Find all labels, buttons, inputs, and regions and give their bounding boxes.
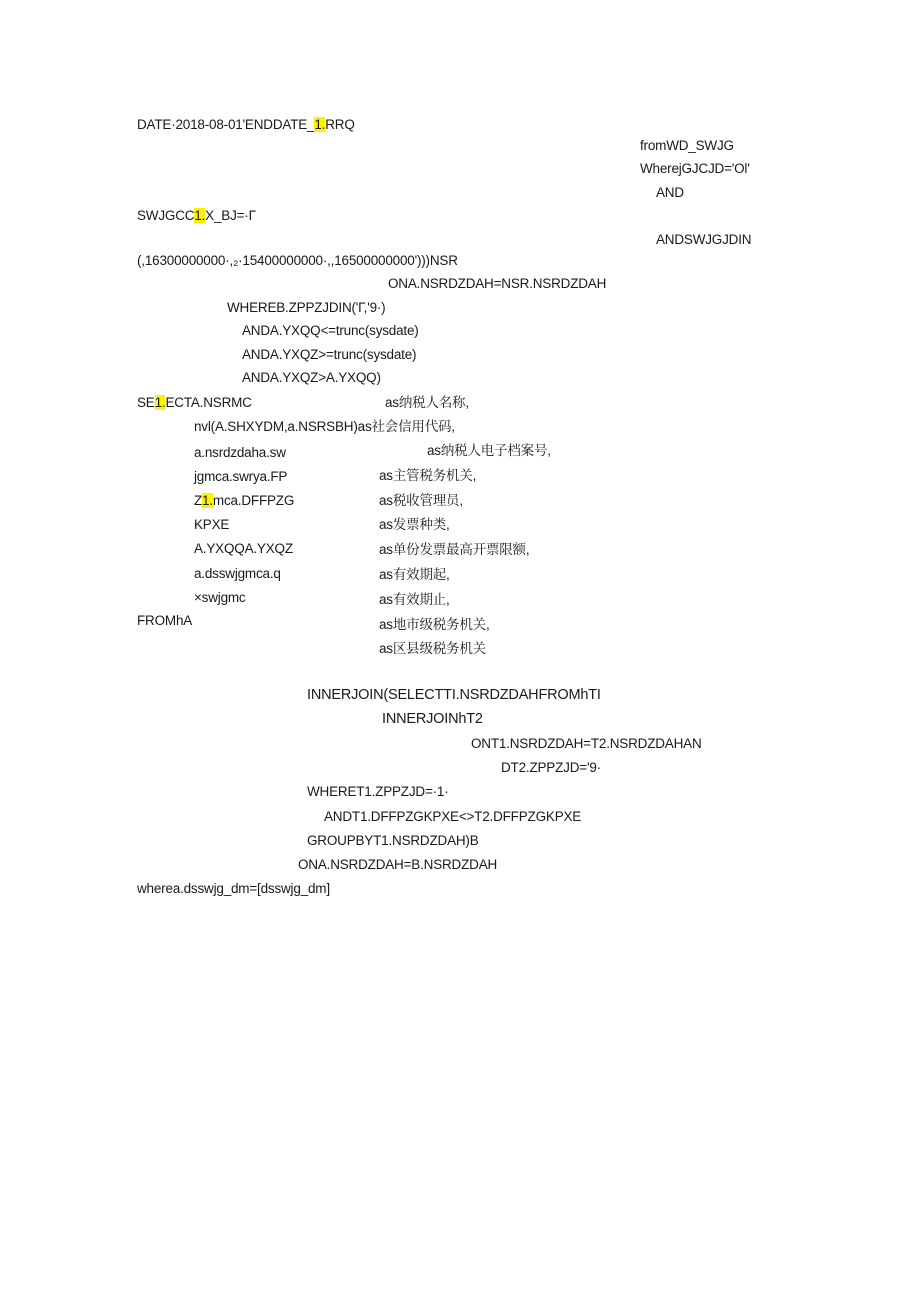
line-swjgcc: SWJGCC1.X_BJ=·Г bbox=[137, 208, 256, 223]
alias-city-authority: as地市级税务机关, bbox=[379, 617, 490, 632]
line-on-b: ONA.NSRDZDAH=B.NSRDZDAH bbox=[298, 857, 498, 872]
alias-valid-from: as有效期起, bbox=[379, 567, 450, 582]
line-on-nsr: ONA.NSRDZDAH=NSR.NSRDZDAH bbox=[388, 276, 607, 291]
line-yxqq-yxqz: A.YXQQA.YXQZ bbox=[194, 541, 293, 556]
line-dffpzg: Z1.mca.DFFPZG bbox=[194, 493, 295, 508]
line-where-t1: WHERET1.ZPPZJD=·1· bbox=[307, 784, 449, 799]
line-nvl-credit-code: nvl(A.SHXYDM,a.NSRSBH)as社会信用代码, bbox=[194, 419, 455, 434]
line-where-dsswjg: wherea.dsswjg_dm=[dsswjg_dm] bbox=[137, 881, 330, 896]
line-from-wd-swjg: fromWD_SWJG bbox=[640, 138, 734, 153]
line-jgmc: jgmca.swrya.FP bbox=[194, 469, 288, 484]
line-from: FROMhA bbox=[137, 613, 193, 628]
line-and: AND bbox=[656, 185, 684, 200]
alias-taxpayer-name: as纳税人名称, bbox=[385, 395, 469, 410]
line-on-t1-t2: ONT1.NSRDZDAH=T2.NSRDZDAHAN bbox=[471, 736, 702, 751]
highlight-mark: 1. bbox=[202, 493, 213, 508]
line-date-range: DATE·2018-08-01'ENDDATE_1.RRQ bbox=[137, 117, 355, 132]
alias-max-limit: as单份发票最高开票限额, bbox=[379, 542, 530, 557]
alias-tax-authority: as主管税务机关, bbox=[379, 468, 477, 483]
alias-invoice-type: as发票种类, bbox=[379, 517, 450, 532]
line-and-dffpzgkpxe: ANDT1.DFFPZGKPXE<>T2.DFFPZGKPXE bbox=[324, 809, 582, 824]
line-select: SE1.ECTA.NSRMC bbox=[137, 395, 252, 410]
line-where-zppzjd: WHEREB.ZPPZJDIN('Г,'9·) bbox=[227, 300, 386, 315]
alias-archive-no: as纳税人电子档案号, bbox=[427, 443, 551, 458]
highlight-mark: 1. bbox=[314, 117, 326, 132]
line-swjgmc: ×swjgmc bbox=[194, 590, 246, 605]
line-and-yxqz: ANDA.YXQZ>=trunc(sysdate) bbox=[242, 347, 417, 362]
line-inner-join-t2: INNERJOINhT2 bbox=[382, 711, 483, 727]
line-nsrdzdah: a.nsrdzdaha.sw bbox=[194, 445, 286, 460]
line-and-yxqq: ANDA.YXQQ<=trunc(sysdate) bbox=[242, 323, 419, 338]
line-where-jgcjd: WherejGJCJD='Ol' bbox=[640, 161, 750, 176]
alias-tax-officer: as税收管理员, bbox=[379, 493, 463, 508]
line-group-by: GROUPBYT1.NSRDZDAH)B bbox=[307, 833, 479, 848]
highlight-mark: 1. bbox=[194, 208, 206, 223]
line-and-swjgjd-in: ANDSWJGJDIN bbox=[656, 232, 752, 247]
line-code-list: (,16300000000·,₂·15400000000·,,16500000000')))NSR bbox=[137, 253, 458, 268]
line-kpxe: KPXE bbox=[194, 517, 230, 532]
line-inner-join-select: INNERJOIN(SELECTTI.NSRDZDAHFROMhTI bbox=[307, 687, 601, 703]
highlight-mark: 1. bbox=[154, 395, 166, 410]
line-dsswjgmc: a.dsswjgmca.q bbox=[194, 566, 281, 581]
line-and-yxqz-gt: ANDA.YXQZ>A.YXQQ) bbox=[242, 370, 381, 385]
alias-county-authority: as区县级税务机关 bbox=[379, 641, 486, 656]
alias-valid-to: as有效期止, bbox=[379, 592, 450, 607]
line-dt2-zppzjd: DT2.ZPPZJD='9· bbox=[501, 760, 601, 775]
